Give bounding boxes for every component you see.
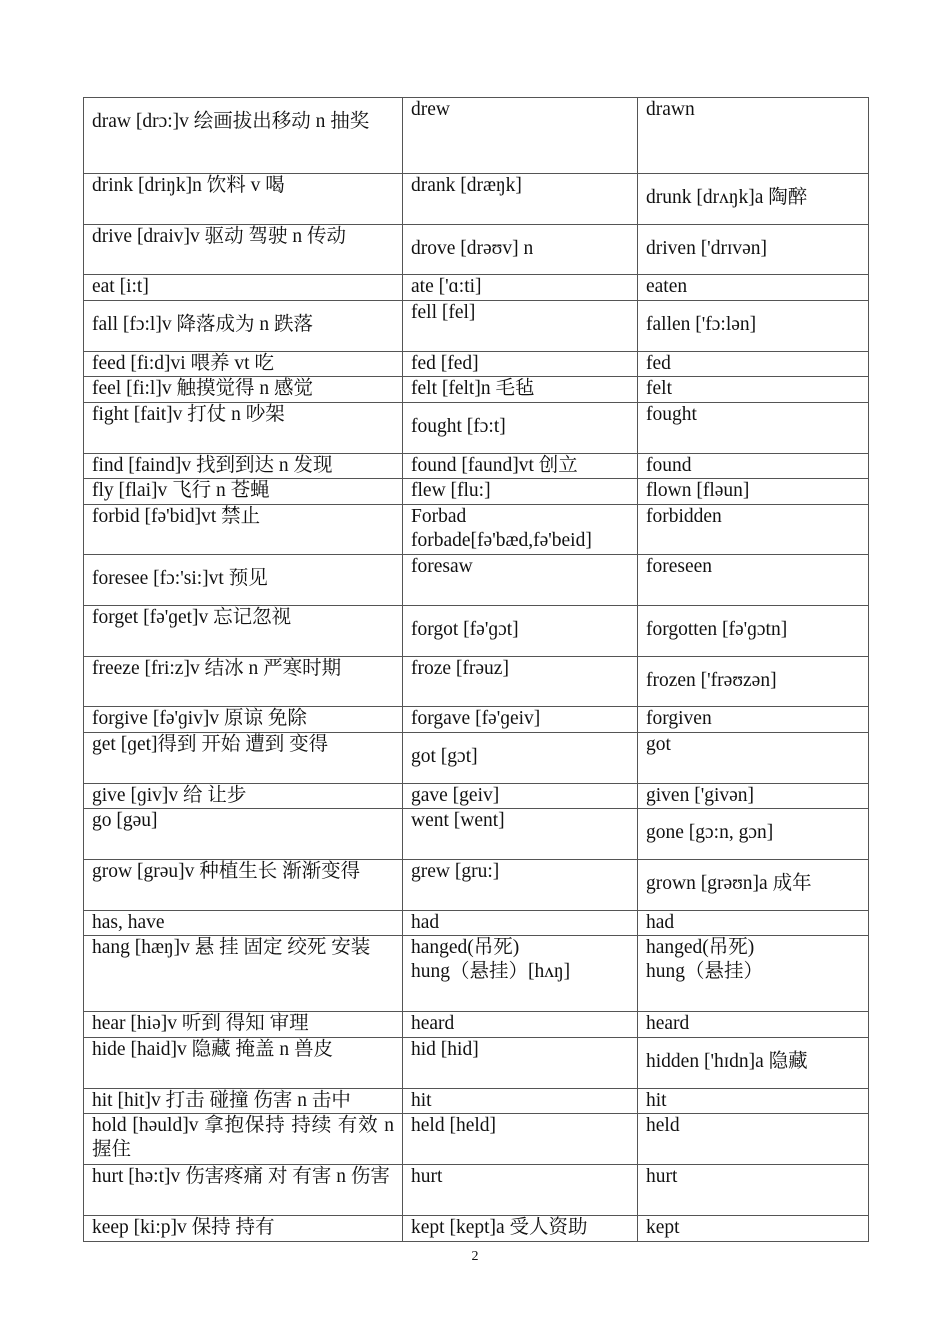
past-tense-cell: kept [kept]a 受人资助 (403, 1216, 638, 1242)
table-row (84, 352, 869, 377)
base-form-cell: keep [ki:p]v 保持 持有 (84, 1216, 403, 1242)
table-row (84, 809, 869, 860)
base-form-cell: fall [fɔ:l]v 降落成为 n 跌落 (84, 301, 403, 352)
table-row (84, 1114, 869, 1165)
past-participle-cell: foreseen (638, 555, 869, 606)
table-row (84, 479, 869, 505)
base-form-cell: drive [draiv]v 驱动 驾驶 n 传动 (84, 225, 403, 275)
table-row (84, 174, 869, 225)
past-participle-cell: hanged(吊死) hung（悬挂） (638, 936, 869, 1012)
base-form-cell: hang [hæŋ]v 悬 挂 固定 绞死 安装 (84, 936, 403, 1012)
past-tense-cell: hurt (403, 1165, 638, 1216)
base-form-cell: freeze [fri:z]v 结冰 n 严寒时期 (84, 657, 403, 707)
past-tense-cell: drank [dræŋk] (403, 174, 638, 225)
past-participle-cell: fought (638, 403, 869, 454)
base-form-cell: forget [fə'ɡet]v 忘记忽视 (84, 606, 403, 657)
past-tense-cell: gave [geiv] (403, 784, 638, 809)
base-form-cell: feel [fi:l]v 触摸觉得 n 感觉 (84, 377, 403, 403)
past-participle-cell: felt (638, 377, 869, 403)
past-tense-cell: hid [hid] (403, 1038, 638, 1089)
base-form-cell: fly [flai]v 飞行 n 苍蝇 (84, 479, 403, 505)
past-tense-cell: felt [felt]n 毛毡 (403, 377, 638, 403)
base-form-cell: hold [həuld]v 拿抱保持 持续 有效 n 握住 (84, 1114, 403, 1165)
table-row (84, 1089, 869, 1114)
past-tense-cell: ate ['ɑ:ti] (403, 275, 638, 301)
past-participle-cell: gone [gɔ:n, gɔn] (638, 809, 869, 860)
table-row (84, 555, 869, 606)
base-form-cell: feed [fi:d]vi 喂养 vt 吃 (84, 352, 403, 377)
base-form-cell: find [faind]v 找到到达 n 发现 (84, 454, 403, 479)
past-tense-cell: fed [fed] (403, 352, 638, 377)
past-participle-cell: frozen ['frəʊzən] (638, 657, 869, 707)
base-form-cell: hear [hiə]v 听到 得知 审理 (84, 1012, 403, 1038)
past-participle-cell: fed (638, 352, 869, 377)
base-form-cell: hide [haid]v 隐藏 掩盖 n 兽皮 (84, 1038, 403, 1089)
table-row (84, 606, 869, 657)
past-tense-cell: hanged(吊死) hung（悬挂）[hʌŋ] (403, 936, 638, 1012)
past-tense-cell: foresaw (403, 555, 638, 606)
past-participle-cell: heard (638, 1012, 869, 1038)
table-row (84, 1038, 869, 1089)
past-tense-cell: forgave [fə'ɡeiv] (403, 707, 638, 733)
past-tense-cell: grew [gru:] (403, 860, 638, 911)
past-participle-cell: driven ['drɪvən] (638, 225, 869, 275)
base-form-cell: hurt [hə:t]v 伤害疼痛 对 有害 n 伤害 (84, 1165, 403, 1216)
past-participle-cell: held (638, 1114, 869, 1165)
page-number: 2 (471, 1249, 479, 1264)
table-row (84, 98, 869, 174)
past-tense-cell: drew (403, 98, 638, 174)
past-participle-cell: got (638, 733, 869, 784)
table-row (84, 377, 869, 403)
past-participle-cell: forgiven (638, 707, 869, 733)
past-tense-cell: Forbad forbade[fə'bæd,fə'beid] (403, 505, 638, 555)
past-tense-cell: forgot [fə'ɡɔt] (403, 606, 638, 657)
base-form-cell: go [gəu] (84, 809, 403, 860)
table-row (84, 936, 869, 1012)
base-form-cell: get [ɡet]得到 开始 遭到 变得 (84, 733, 403, 784)
irregular-verbs-table (83, 97, 869, 1242)
table-row (84, 403, 869, 454)
table-row (84, 505, 869, 555)
past-participle-cell: eaten (638, 275, 869, 301)
past-tense-cell: hit (403, 1089, 638, 1114)
table-row (84, 454, 869, 479)
table-row (84, 860, 869, 911)
past-tense-cell: fell [fel] (403, 301, 638, 352)
table-row (84, 1165, 869, 1216)
past-tense-cell: heard (403, 1012, 638, 1038)
table-row (84, 657, 869, 707)
past-tense-cell: went [went] (403, 809, 638, 860)
table-row (84, 225, 869, 275)
base-form-cell: foresee [fɔ:'si:]vt 预见 (84, 555, 403, 606)
past-participle-cell: kept (638, 1216, 869, 1242)
past-participle-cell: fallen ['fɔ:lən] (638, 301, 869, 352)
past-participle-cell: hidden ['hɪdn]a 隐藏 (638, 1038, 869, 1089)
base-form-cell: drink [driŋk]n 饮料 v 喝 (84, 174, 403, 225)
table-body (84, 98, 869, 1242)
base-form-cell: hit [hit]v 打击 碰撞 伤害 n 击中 (84, 1089, 403, 1114)
past-tense-cell: froze [frəuz] (403, 657, 638, 707)
table-row (84, 1216, 869, 1242)
past-tense-cell: fought [fɔ:t] (403, 403, 638, 454)
past-participle-cell: had (638, 911, 869, 936)
table-row (84, 707, 869, 733)
base-form-cell: forbid [fə'bid]vt 禁止 (84, 505, 403, 555)
past-tense-cell: found [faund]vt 创立 (403, 454, 638, 479)
base-form-cell: draw [drɔ:]v 绘画拔出移动 n 抽奖 (84, 98, 403, 174)
past-participle-cell: given ['givən] (638, 784, 869, 809)
past-participle-cell: grown [grəʊn]a 成年 (638, 860, 869, 911)
base-form-cell: grow [grəu]v 种植生长 渐渐变得 (84, 860, 403, 911)
past-participle-cell: drunk [drʌŋk]a 陶醉 (638, 174, 869, 225)
table-row (84, 784, 869, 809)
past-participle-cell: hurt (638, 1165, 869, 1216)
base-form-cell: fight [fait]v 打仗 n 吵架 (84, 403, 403, 454)
table-row (84, 733, 869, 784)
past-participle-cell: forgotten [fə'ɡɔtn] (638, 606, 869, 657)
base-form-cell: eat [i:t] (84, 275, 403, 301)
past-participle-cell: hit (638, 1089, 869, 1114)
past-tense-cell: got [gɔt] (403, 733, 638, 784)
table-row (84, 911, 869, 936)
past-participle-cell: drawn (638, 98, 869, 174)
base-form-cell: give [ɡiv]v 给 让步 (84, 784, 403, 809)
past-tense-cell: had (403, 911, 638, 936)
table-row (84, 1012, 869, 1038)
past-participle-cell: found (638, 454, 869, 479)
base-form-cell: has, have (84, 911, 403, 936)
table-row (84, 301, 869, 352)
past-participle-cell: flown [fləun] (638, 479, 869, 505)
past-tense-cell: held [held] (403, 1114, 638, 1165)
base-form-cell: forgive [fə'ɡiv]v 原谅 免除 (84, 707, 403, 733)
past-tense-cell: drove [drəʊv] n (403, 225, 638, 275)
table-row (84, 275, 869, 301)
past-tense-cell: flew [flu:] (403, 479, 638, 505)
past-participle-cell: forbidden (638, 505, 869, 555)
